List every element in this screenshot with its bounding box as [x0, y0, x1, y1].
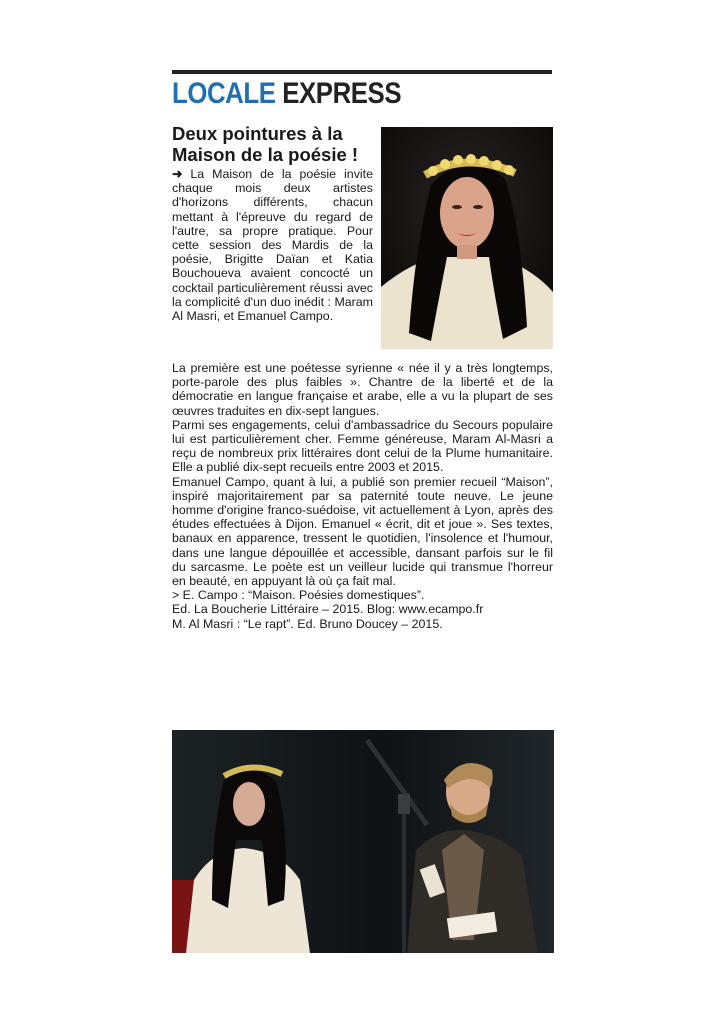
masthead-rule — [172, 70, 552, 74]
article-body — [172, 361, 553, 631]
arrow-icon: ➜ — [172, 167, 183, 181]
article-headline: Deux pointures à la Maison de la poésie ! — [172, 123, 359, 165]
lead-text: La Maison de la poésie invite chaque mois deux artistes d'horizons différents, chacun mettant à l'épreuve du regard de l'autre, sa propre pratique. Pour cette session des Mardis de la poésie, Brigitte Daïan et Katia Bouchoueva avaient concocté un cocktail particulièrement réussi avec la complicité d'un duo inédit : Maram Al Masri, et Emanuel Campo. — [172, 167, 373, 324]
portrait-photo — [381, 127, 553, 349]
masthead-express: EXPRESS — [282, 77, 402, 110]
stage-photo — [172, 730, 554, 953]
body-paragraph-3: Emanuel Campo, quant à lui, a publié son premier recueil “Maison”, inspiré majoritairement par sa paternité toute neuve. Le jeune homme d'origine franco-suédoise, vit actuellement à Lyon, après des études effectuées à Dijon. Emanuel « écrit, dit et joue ». Ses textes, banaux en apparence, tressent le quotidien, l'insolence et l'humour, dans une langue dépouillée et accessible, dansant parfois sur le fil du sarcasme. Le poète est un veilleur lucide qui transmue l'horreur en beauté, en appuyant là où ça fait mal. — [172, 474, 553, 589]
reference-line-2: Ed. La Boucherie Littéraire – 2015. Blog: www.ecampo.fr — [172, 602, 484, 617]
masthead-locale: LOCALE — [172, 77, 276, 110]
body-paragraph-2: Parmi ses engagements, celui d'ambassadrice du Secours populaire lui est particulièrement cher. Femme généreuse, Maram Al-Masri a reçu de nombreux prix littéraires dont celui de la Plume humanitaire. Elle a publié dix-sept recueils entre 2003 et 2015. — [172, 417, 553, 475]
body-paragraph-1: La première est une poétesse syrienne « née il y a très longtemps, porte-parole des plus faibles ». Chantre de la liberté et de la démocratie en langue française et arabe, elle a vu la plupart de ses œuvres traduites en dix-sept langues. — [172, 361, 553, 418]
lead-paragraph — [172, 167, 373, 323]
reference-line-3: M. Al Masri : “Le rapt”. Ed. Bruno Doucey – 2015. — [172, 616, 443, 631]
reference-line-1: > E. Campo : “Maison. Poésies domestiques”. — [172, 588, 425, 603]
masthead — [172, 78, 401, 110]
